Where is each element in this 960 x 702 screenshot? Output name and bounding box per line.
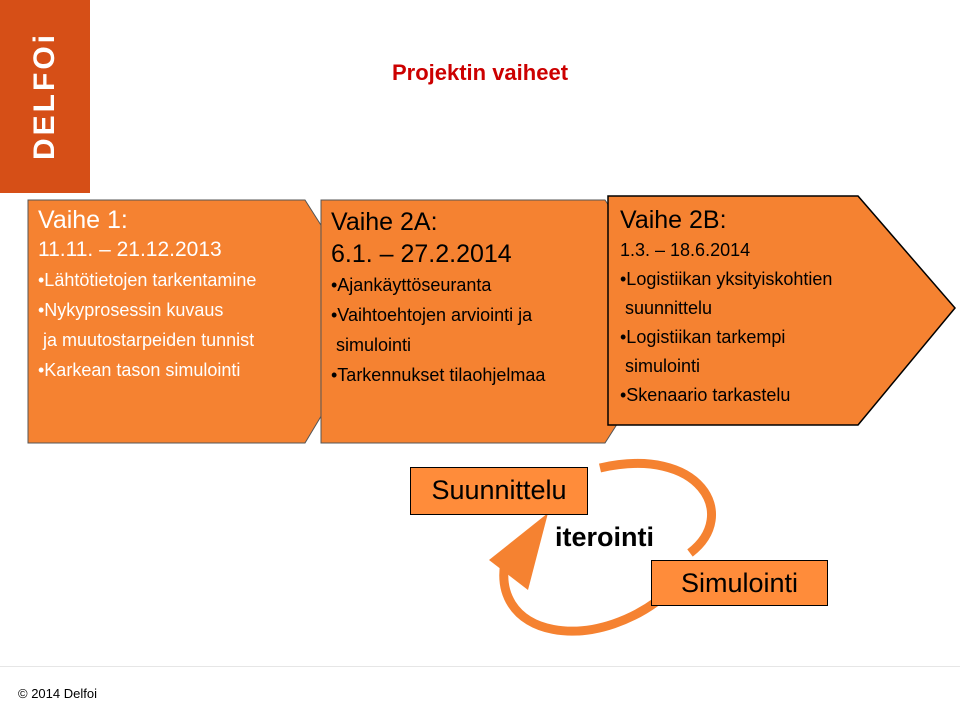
phase-2a bbox=[331, 206, 601, 390]
phase-2a-title: Vaihe 2A: bbox=[331, 208, 438, 236]
phase-2a-date: 6.1. – 27.2.2014 bbox=[331, 240, 512, 268]
phase-1 bbox=[38, 205, 323, 385]
phase-1-title: Vaihe 1: bbox=[38, 206, 128, 234]
phase-2b-item: simulointi bbox=[620, 356, 701, 376]
copyright: © 2014 Delfoi bbox=[18, 686, 97, 701]
phase-2a-item: simulointi bbox=[331, 335, 412, 355]
phase-2b-item: •Logistiikan tarkempi bbox=[620, 327, 786, 347]
phase-1-item: ja muutostarpeiden tunnist bbox=[38, 330, 255, 350]
phase-1-item: •Karkean tason simulointi bbox=[38, 360, 241, 380]
phase-1-item: •Lähtötietojen tarkentamine bbox=[38, 270, 257, 290]
footer-divider bbox=[0, 666, 960, 667]
phase-2b-title: Vaihe 2B: bbox=[620, 206, 727, 234]
phase-2b bbox=[620, 205, 832, 410]
iteration-arrow-head bbox=[489, 513, 548, 590]
phase-1-item: •Nykyprosessin kuvaus bbox=[38, 300, 224, 320]
delfoi-logo: DELFOi bbox=[28, 32, 61, 160]
design-box: Suunnittelu bbox=[410, 467, 588, 515]
simulation-box: Simulointi bbox=[651, 560, 828, 606]
phase-2a-item: •Tarkennukset tilaohjelmaa bbox=[331, 365, 546, 385]
phase-2b-item: suunnittelu bbox=[620, 298, 713, 318]
iteration-label: iterointi bbox=[555, 522, 654, 552]
phase-2a-item: •Vaihtoehtojen arviointi ja bbox=[331, 305, 533, 325]
phase-1-date: 11.11. – 21.12.2013 bbox=[38, 238, 222, 261]
phase-2a-item: •Ajankäyttöseuranta bbox=[331, 275, 492, 295]
phase-2b-date: 1.3. – 18.6.2014 bbox=[620, 240, 751, 260]
page-title: Projektin vaiheet bbox=[391, 60, 569, 85]
phase-2b-item: •Logistiikan yksityiskohtien bbox=[620, 269, 833, 289]
phase-2b-item: •Skenaario tarkastelu bbox=[620, 385, 791, 405]
